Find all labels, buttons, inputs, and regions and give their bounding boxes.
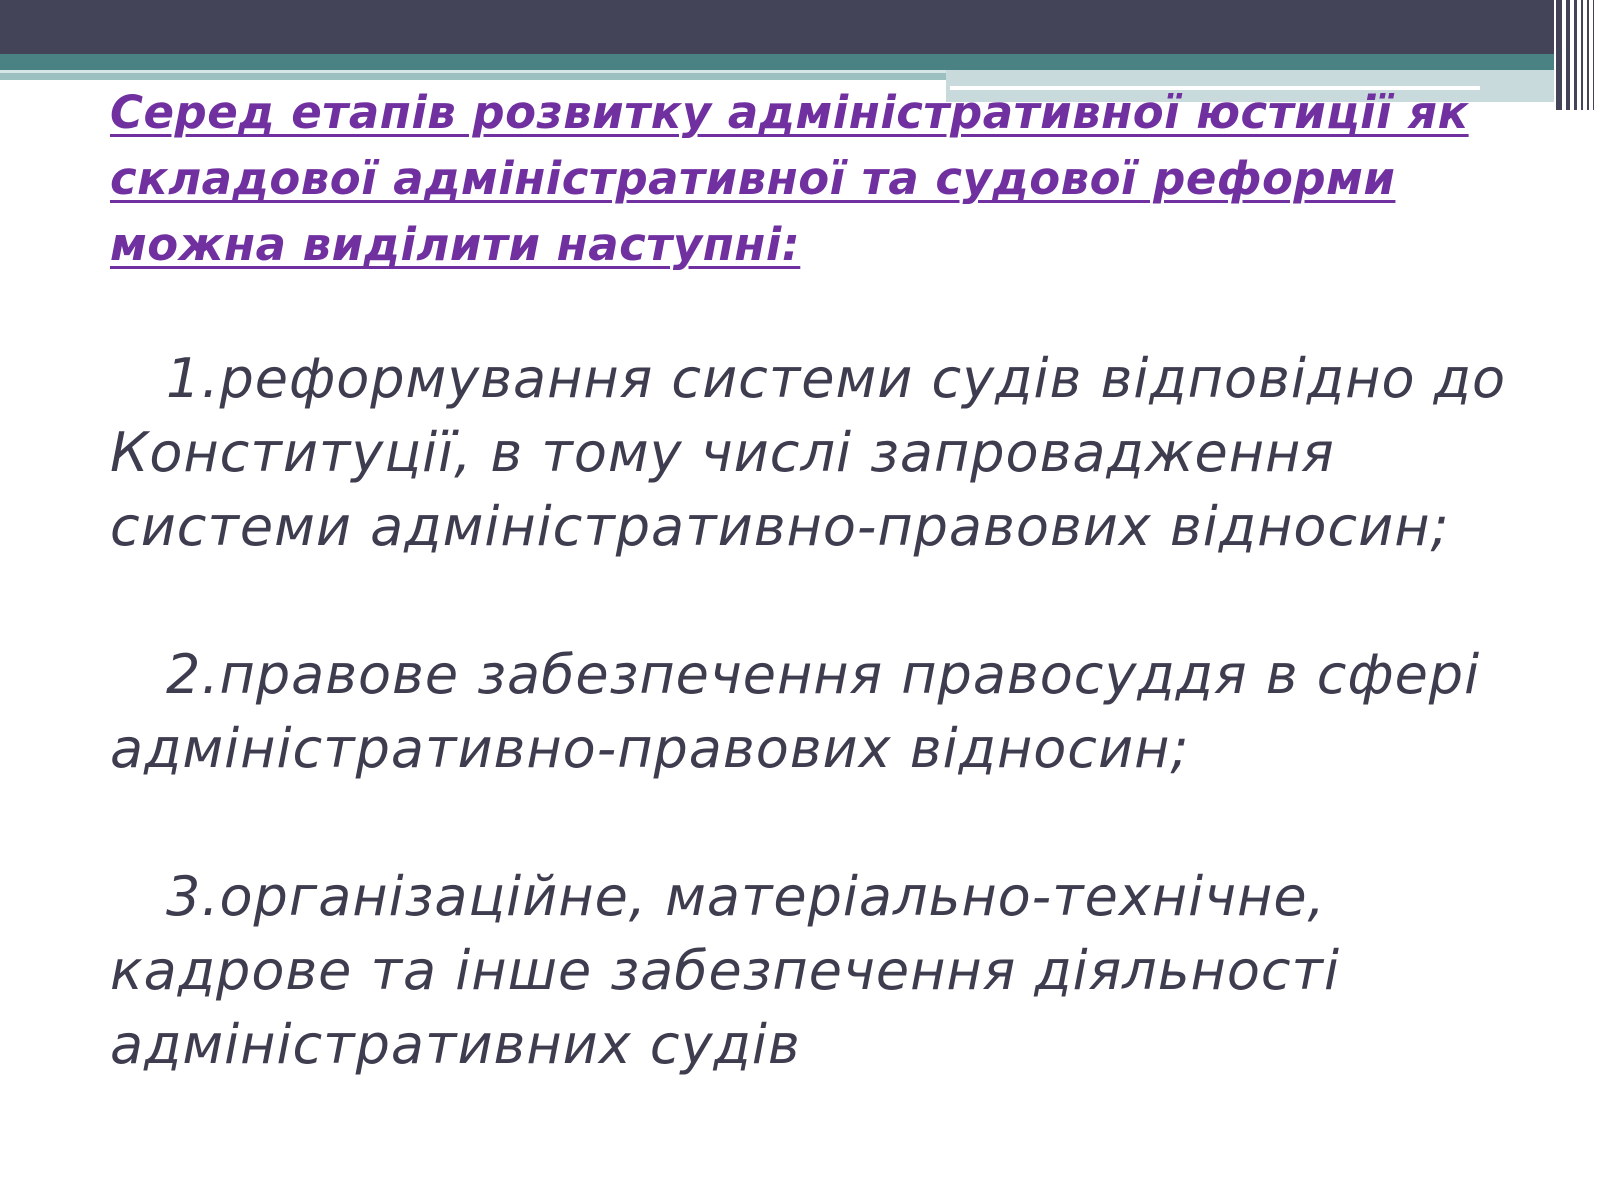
edge-stripe [1556, 0, 1562, 110]
right-edge-stripes [1554, 0, 1600, 110]
top-bar-teal [0, 54, 1560, 70]
list-item: 3.організаційне, матеріально-технічне, кадрове та інше забезпечення діяльності адміністративних судів [110, 865, 1341, 1076]
edge-stripe [1593, 0, 1594, 110]
list-item: 2.правове забезпечення правосуддя в сфері адміністративно-правових відносин; [110, 643, 1481, 780]
stages-list [110, 342, 1540, 1082]
top-bar-dark [0, 0, 1600, 54]
edge-stripe [1566, 0, 1570, 110]
edge-stripe [1587, 0, 1589, 110]
edge-stripe [1581, 0, 1583, 110]
slide-heading: Серед етапів розвитку адміністративної юстиції як складової адміністративної та судової реформи можна виділити наступні: [110, 86, 1469, 271]
list-item: 1.реформування системи судів відповідно до Конституції, в тому числі запровадження системи адміністративно-правових відносин; [110, 347, 1507, 558]
top-bar-highlight-line [0, 70, 946, 73]
edge-stripe [1574, 0, 1577, 110]
